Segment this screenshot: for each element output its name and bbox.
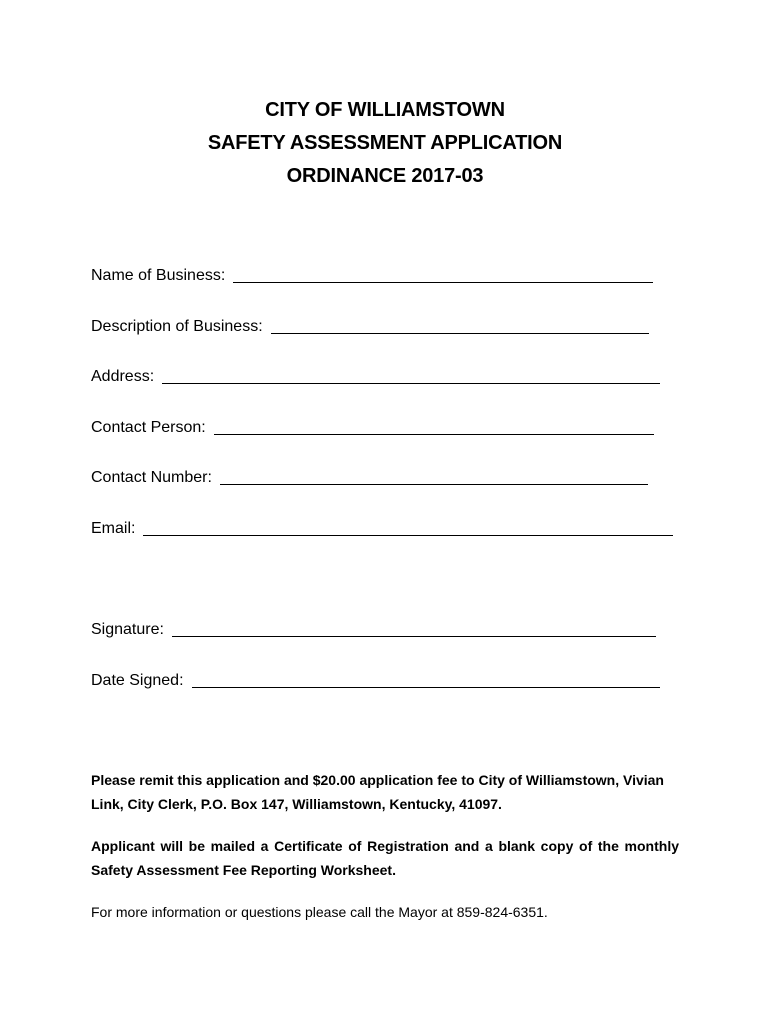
business-description-label: Description of Business:	[91, 318, 263, 335]
header-city: CITY OF WILLIAMSTOWN	[265, 99, 505, 121]
signature-row	[91, 620, 656, 640]
email-field[interactable]	[143, 521, 673, 536]
contact-number-row	[91, 468, 648, 488]
business-name-field[interactable]	[233, 268, 653, 283]
address-field[interactable]	[162, 369, 660, 384]
business-description-field[interactable]	[271, 319, 649, 334]
date-signed-field[interactable]	[192, 673, 660, 688]
form-header	[0, 94, 770, 193]
business-name-label: Name of Business:	[91, 267, 226, 284]
email-row	[91, 519, 673, 539]
signature-field[interactable]	[172, 622, 656, 637]
contact-info: For more information or questions please call the Mayor at 859-824-6351.	[91, 904, 548, 920]
remit-instructions: Please remit this application and $20.00 application fee to City of Williamstown, Vivian Link, City Clerk, P.O. Box 147, Williamstown, Kentucky, 41097.	[91, 772, 664, 812]
address-row	[91, 367, 660, 387]
signature-label: Signature:	[91, 621, 164, 638]
header-ordinance: ORDINANCE 2017-03	[286, 165, 484, 187]
business-name-row	[91, 266, 653, 286]
contact-person-row	[91, 418, 654, 438]
address-label: Address:	[91, 368, 155, 385]
contact-person-label: Contact Person:	[91, 419, 206, 436]
date-signed-row	[91, 671, 660, 691]
date-signed-label: Date Signed:	[91, 672, 184, 689]
certificate-notice: Applicant will be mailed a Certificate of Registration and a blank copy of the monthly Safety Assessment Fee Reporting Worksheet.	[91, 838, 679, 878]
business-description-row	[91, 317, 649, 337]
contact-person-field[interactable]	[214, 420, 654, 435]
contact-number-field[interactable]	[220, 470, 648, 485]
contact-number-label: Contact Number:	[91, 469, 212, 486]
email-label: Email:	[91, 520, 136, 537]
header-form-title: SAFETY ASSESSMENT APPLICATION	[207, 132, 563, 154]
